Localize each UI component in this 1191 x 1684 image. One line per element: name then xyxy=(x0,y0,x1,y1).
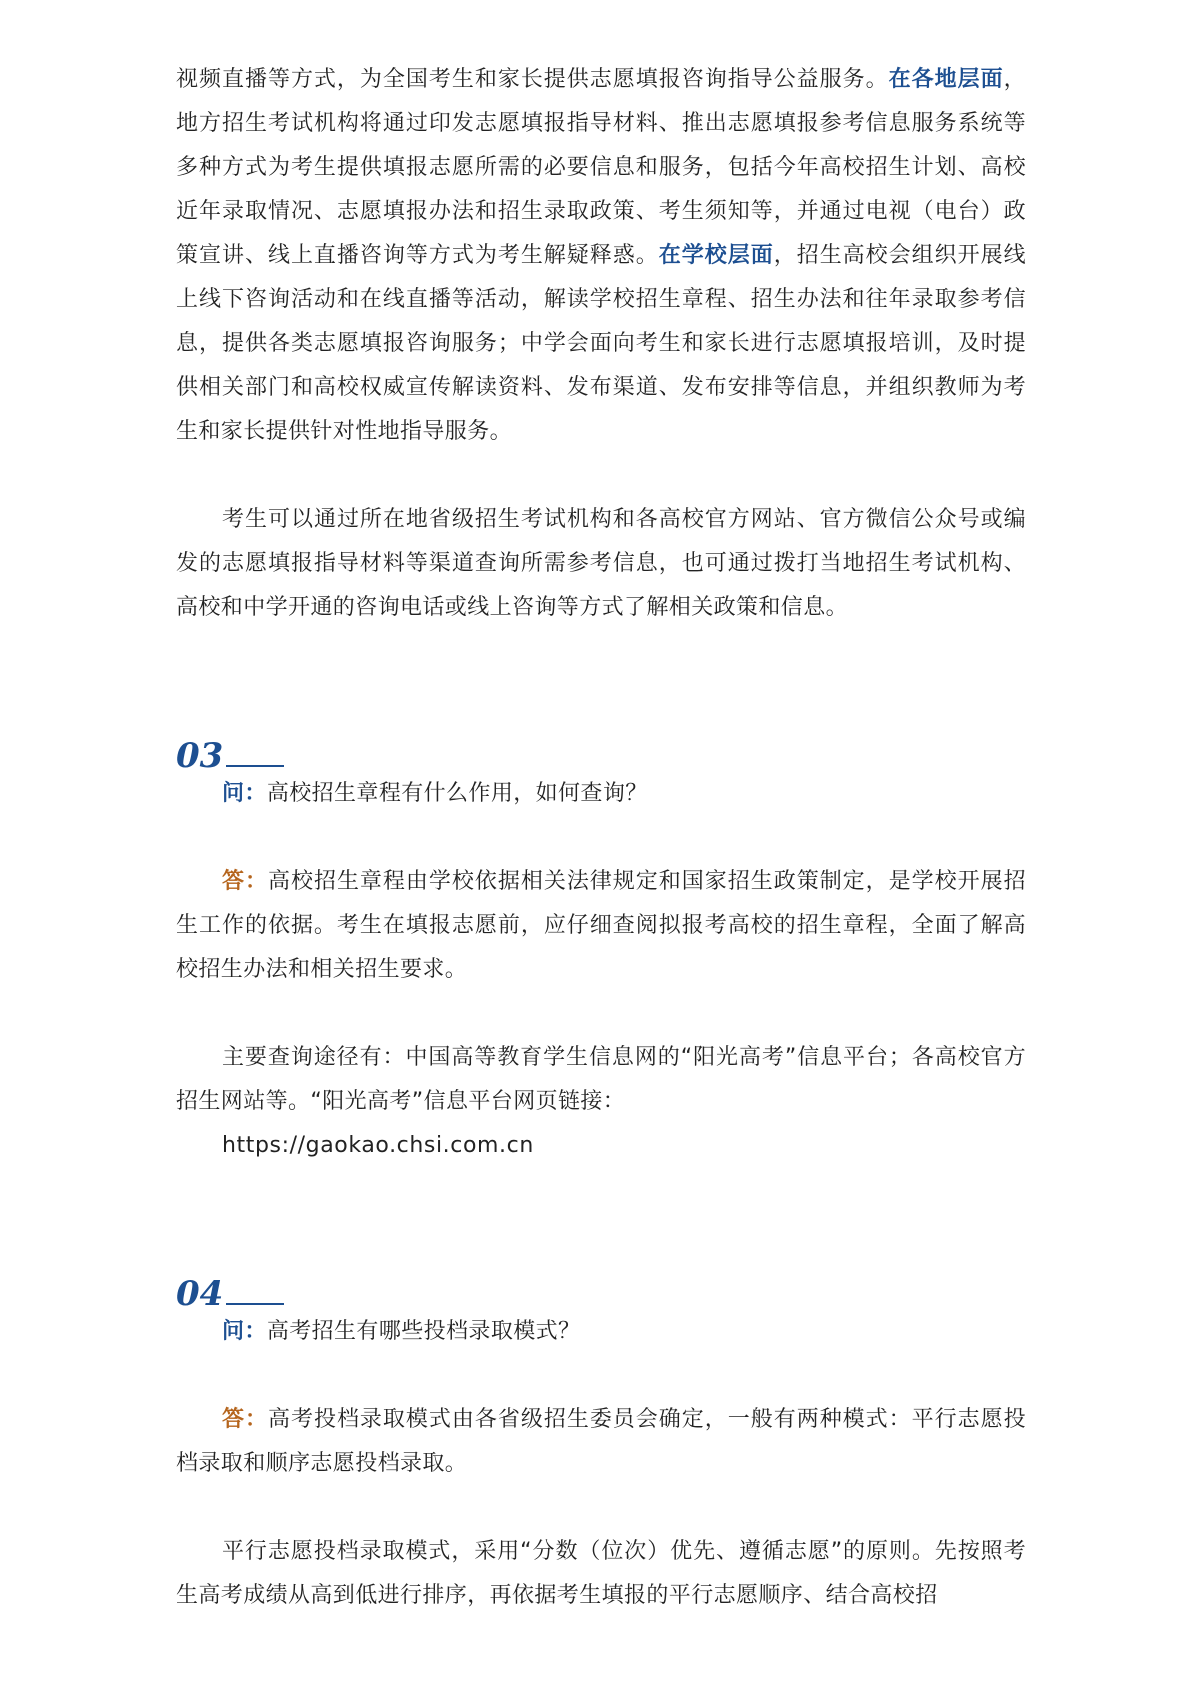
question-text: 高考招生有哪些投档录取模式？ xyxy=(266,1319,581,1344)
question-03 xyxy=(176,772,1026,816)
section-number-03 xyxy=(176,736,1026,776)
answer-label: 答： xyxy=(222,1407,268,1432)
answer-label: 答： xyxy=(222,869,268,894)
section-number: 03 xyxy=(176,736,224,776)
question-label: 问： xyxy=(222,1319,267,1344)
paragraph-text: 视频直播等方式，为全国考生和家长提供志愿填报咨询指导公益服务。 xyxy=(176,67,889,92)
paragraph-text: ，地方招生考试机构将通过印发志愿填报指导材料、推出志愿填报参考信息服务系统等多种方式为考生提供填报志愿所需的必要信息和服务，包括今年高校招生计划、高校近年录取情况、志愿填报办法和招生录取政策、考生须知等，并通过电视（电台）政策宣讲、线上直播咨询等方式为考生解疑释惑。 xyxy=(176,67,1026,268)
highlight-local-level: 在各地层面 xyxy=(888,67,1004,92)
section-rule xyxy=(226,765,284,767)
answer-03 xyxy=(176,860,1026,992)
question-04 xyxy=(176,1310,1026,1354)
question-text: 高校招生章程有什么作用，如何查询？ xyxy=(266,781,648,806)
paragraph-main-channels: 主要查询途径有：中国高等教育学生信息网的“阳光高考”信息平台；各高校官方招生网站等。“阳光高考”信息平台网页链接： xyxy=(176,1045,1026,1114)
answer-text: 高考投档录取模式由各省级招生委员会确定，一般有两种模式：平行志愿投档录取和顺序志愿投档录取。 xyxy=(176,1407,1026,1476)
section-number: 04 xyxy=(176,1274,224,1314)
paragraph-query-channels: 考生可以通过所在地省级招生考试机构和各高校官方网站、官方微信公众号或编发的志愿填报指导材料等渠道查询所需参考信息，也可通过拨打当地招生考试机构、高校和中学开通的咨询电话或线上咨询等方式了解相关政策和信息。 xyxy=(176,507,1026,620)
paragraph-parallel-mode: 平行志愿投档录取模式，采用“分数（位次）优先、遵循志愿”的原则。先按照考生高考成绩从高到低进行排序，再依据考生填报的平行志愿顺序、结合高校招 xyxy=(176,1539,1026,1608)
highlight-school-level: 在学校层面 xyxy=(658,243,774,268)
answer-04 xyxy=(176,1398,1026,1486)
question-label: 问： xyxy=(222,781,267,806)
document-page xyxy=(176,58,1026,1618)
sunshine-gaokao-link[interactable]: https://gaokao.chsi.com.cn xyxy=(222,1133,534,1158)
paragraph-text: ，招生高校会组织开展线上线下咨询活动和在线直播等活动，解读学校招生章程、招生办法和往年录取参考信息，提供各类志愿填报咨询服务；中学会面向考生和家长进行志愿填报培训，及时提供相关部门和高校权威宣传解读资料、发布渠道、发布安排等信息，并组织教师为考生和家长提供针对性地指导服务。 xyxy=(176,243,1027,444)
paragraph-guidance-services xyxy=(176,58,1026,454)
answer-text: 高校招生章程由学校依据相关法律规定和国家招生政策制定，是学校开展招生工作的依据。考生在填报志愿前，应仔细查阅拟报考高校的招生章程，全面了解高校招生办法和相关招生要求。 xyxy=(176,869,1026,982)
section-rule xyxy=(226,1303,284,1305)
section-number-04 xyxy=(176,1274,1026,1314)
